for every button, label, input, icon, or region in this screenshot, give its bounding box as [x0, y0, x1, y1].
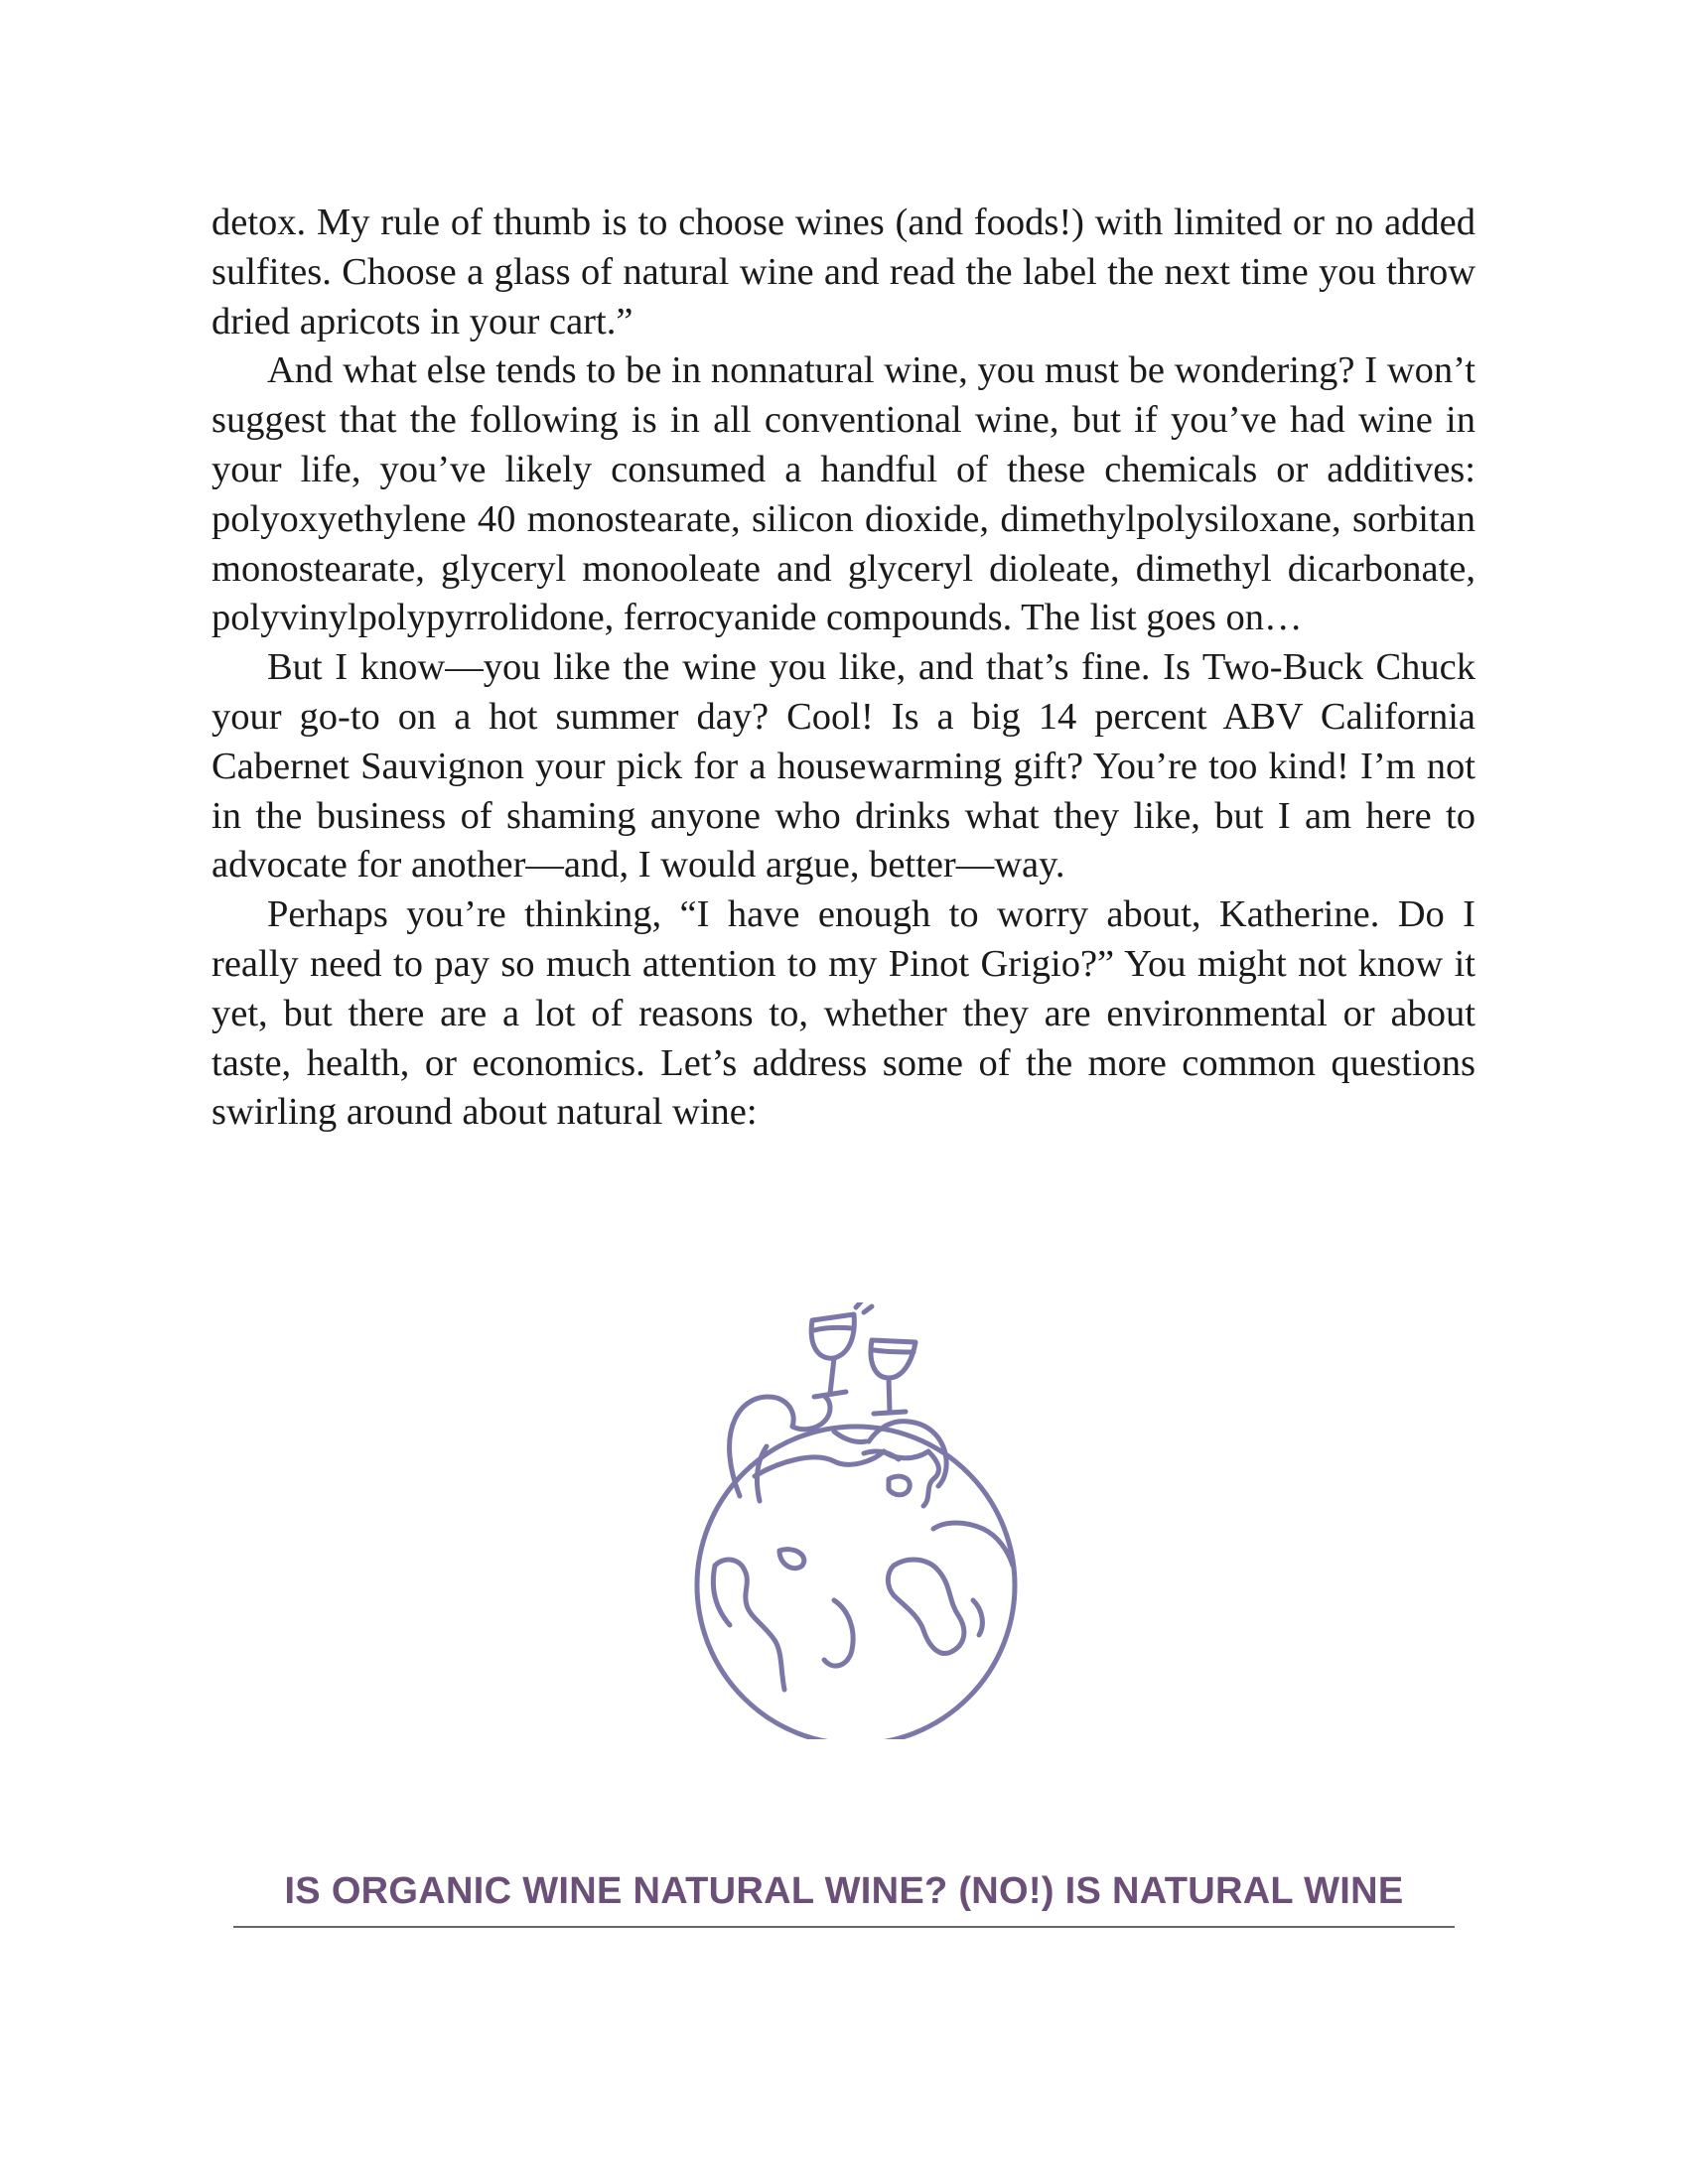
paragraph-additives: And what else tends to be in nonnatural wine, you must be wondering? I won’t suggest that the following is in all conventional wine, but if you’ve had wine in your life, you’ve likely consumed a handful of these chemicals or additives: polyoxyethylene 40 monostearate, silicon dioxide, dimethylpolysiloxane, sorbitan monostearate, glyceryl monooleate and glyceryl dioleate, dimethyl dicarbonate, polyvinylpolypyrrolidone, ferrocyanide compounds. The list goes on… [211, 349, 1476, 639]
paragraph-perhaps: Perhaps you’re thinking, “I have enough to worry about, Katherine. Do I really need to pay so much attention to my Pinot Grigio?” You might not know it yet, but there are a lot of reasons to, whether they are environmental or about taste, health, or economics. Let’s address some of the more common questions swirling around about natural wine: [211, 893, 1476, 1134]
paragraph-continuation: detox. My rule of thumb is to choose wines (and foods!) with limited or no added sulfites. Choose a glass of natural wine and read the label the next time you throw dried apricots in your cart.” [211, 202, 1476, 342]
section-heading: IS ORGANIC WINE NATURAL WINE? (NO!) IS NATURAL WINE [284, 1870, 1404, 1912]
body-text [211, 199, 1476, 1138]
heading-divider [233, 1926, 1455, 1928]
globe-with-wine-glasses-icon [685, 1302, 1028, 1739]
paragraph-wine-you-like: But I know—you like the wine you like, and that’s fine. Is Two-Buck Chuck your go-to on a hot summer day? Cool! Is a big 14 percent ABV California Cabernet Sauvignon your pick for a housewarming gift? You’re too kind! I’m not in the business of shaming anyone who drinks what they like, but I am here to advocate for another—and, I would argue, better—way. [211, 646, 1476, 887]
